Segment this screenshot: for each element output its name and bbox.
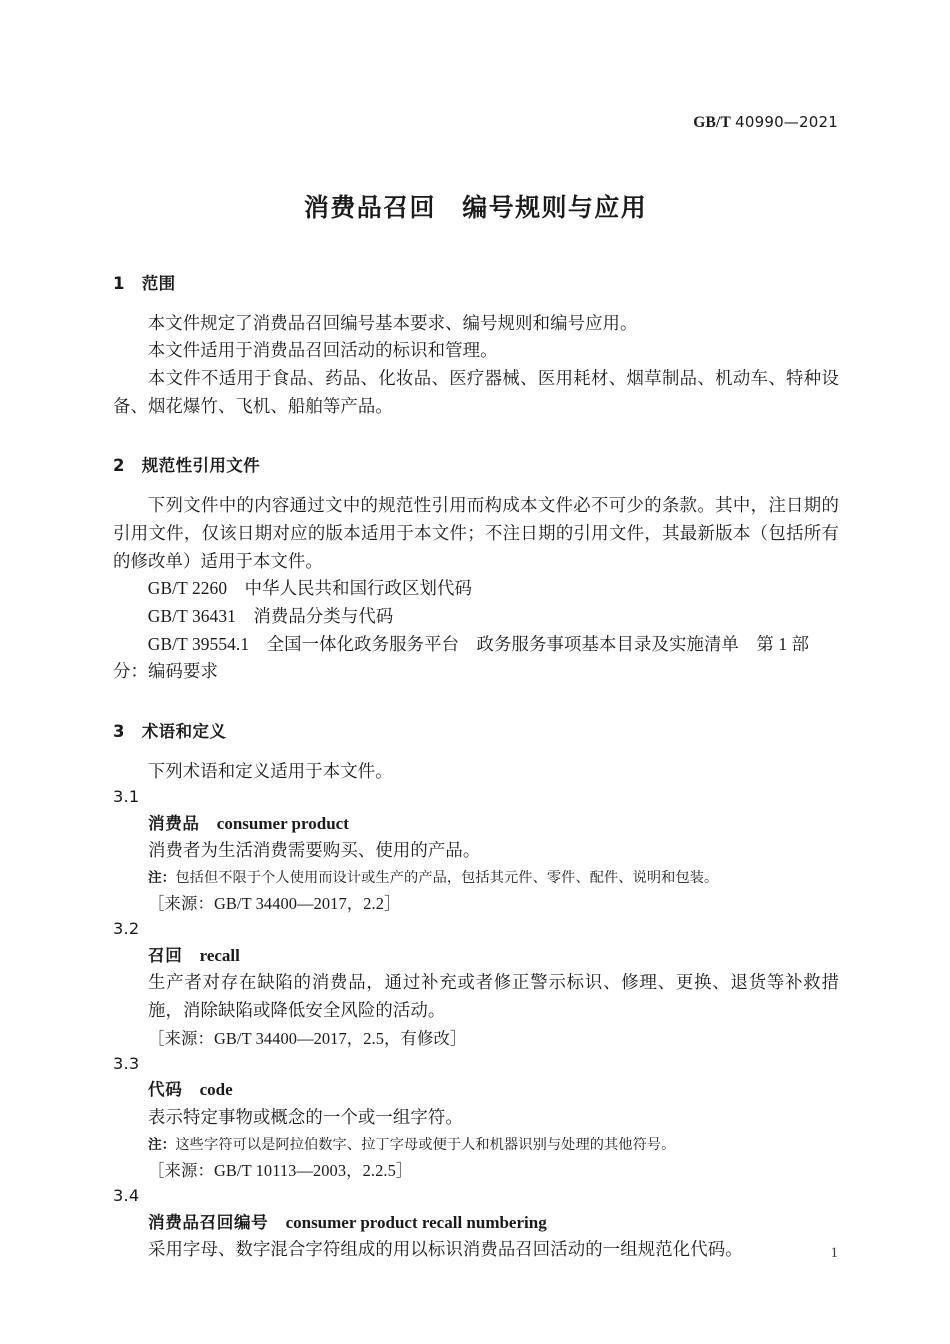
- term-name-chinese: 消费品: [148, 813, 200, 833]
- term-name-3-1: [148, 810, 839, 838]
- term-name-3-3: [148, 1076, 839, 1104]
- source-text: ［来源：GB/T 34400—2017，2.5，有修改］: [148, 1028, 467, 1048]
- section-1-paragraph-1: 本文件规定了消费品召回编号基本要求、编号规则和编号应用。: [147, 312, 638, 333]
- term-name-chinese: 代码: [148, 1080, 183, 1100]
- section-heading-3: 3 术语和定义: [113, 721, 227, 741]
- term-name-english: code: [199, 1080, 233, 1100]
- term-name-chinese: 召回: [148, 945, 183, 965]
- term-name-3-4: [148, 1209, 839, 1237]
- reference-title: 消费品分类与代码: [253, 605, 394, 626]
- reference-code: GB/T 2260: [147, 578, 228, 599]
- running-header: [113, 113, 838, 135]
- term-definition-3-2: 生产者对存在缺陷的消费品，通过补充或者修正警示标识、修理、更换、退货等补救措施，消除缺陷或降低安全风险的活动。: [148, 972, 839, 1020]
- normative-reference-1: [113, 575, 839, 603]
- note-text: 这些字符可以是阿拉伯数字、拉丁字母或便于人和机器识别与处理的其他符号。: [175, 1136, 676, 1153]
- page-number: 1: [830, 1245, 838, 1261]
- section-2-intro: 下列文件中的内容通过文中的规范性引用而构成本文件必不可少的条款。其中，注日期的引用文件，仅该日期对应的版本适用于本文件；不注日期的引用文件，其最新版本（包括所有的修改单）适用于本文件。: [113, 495, 839, 571]
- reference-code: GB/T 39554.1: [147, 633, 250, 654]
- term-entry-3-2: [113, 942, 839, 1052]
- standard-number: 40990—2021: [735, 113, 838, 131]
- section-heading-2: 2 规范性引用文件: [113, 456, 261, 476]
- term-number-3-2: 3.2: [113, 919, 140, 939]
- term-entry-3-4: [113, 1209, 839, 1264]
- section-1-paragraph-2: 本文件适用于消费品召回活动的标识和管理。: [147, 340, 498, 361]
- term-definition-3-3: 表示特定事物或概念的一个或一组字符。: [148, 1107, 463, 1128]
- term-name-chinese: 消费品召回编号: [148, 1212, 269, 1232]
- document-body: [113, 272, 839, 1264]
- term-note-3-3: [148, 1134, 839, 1157]
- term-name-english: consumer product recall numbering: [285, 1212, 547, 1232]
- term-name-english: consumer product: [216, 813, 349, 833]
- reference-title: 中华人民共和国行政区划代码: [244, 578, 473, 599]
- note-label: 注：: [148, 869, 176, 886]
- source-text: ［来源：GB/T 34400—2017，2.2］: [148, 893, 401, 913]
- term-name-3-2: [148, 942, 839, 970]
- term-entry-3-3: [113, 1076, 839, 1184]
- term-definition-3-1: 消费者为生活消费需要购买、使用的产品。: [148, 840, 481, 861]
- section-heading-1: 1 范围: [113, 274, 176, 293]
- normative-reference-2: [113, 603, 839, 631]
- term-entry-3-1: [113, 810, 839, 918]
- section-3-intro: 下列术语和定义适用于本文件。: [147, 760, 393, 781]
- reference-code: GB/T 36431: [147, 605, 236, 626]
- section-1-paragraph-3: 本文件不适用于食品、药品、化妆品、医疗器械、医用耗材、烟草制品、机动车、特种设备、烟花爆竹、飞机、船舶等产品。: [113, 368, 839, 416]
- term-source-3-2: [148, 1026, 839, 1053]
- term-name-english: recall: [199, 945, 240, 965]
- reference-title: 全国一体化政务服务平台 政务服务事项基本目录及实施清单 第 1 部分：编码要求: [113, 633, 810, 682]
- term-number-3-3: 3.3: [113, 1054, 140, 1074]
- page-title: 消费品召回 编号规则与应用: [303, 193, 648, 222]
- term-definition-3-4: 采用字母、数字混合字符组成的用以标识消费品召回活动的一组规范化代码。: [148, 1239, 743, 1260]
- term-number-3-4: 3.4: [113, 1186, 140, 1206]
- normative-reference-3: [113, 631, 839, 686]
- term-note-3-1: [148, 867, 839, 890]
- term-source-3-1: [148, 891, 839, 918]
- source-text: ［来源：GB/T 10113—2003，2.2.5］: [148, 1160, 413, 1180]
- standard-code: GB/T: [693, 114, 732, 131]
- spacer: [113, 297, 839, 310]
- spacer: [113, 479, 839, 492]
- term-number-3-1: 3.1: [113, 787, 140, 807]
- spacer: [113, 745, 839, 758]
- note-text: 包括但不限于个人使用而设计或生产的产品，包括其元件、零件、配件、说明和包装。: [175, 869, 719, 886]
- term-source-3-3: [148, 1158, 839, 1185]
- note-label: 注：: [148, 1136, 176, 1153]
